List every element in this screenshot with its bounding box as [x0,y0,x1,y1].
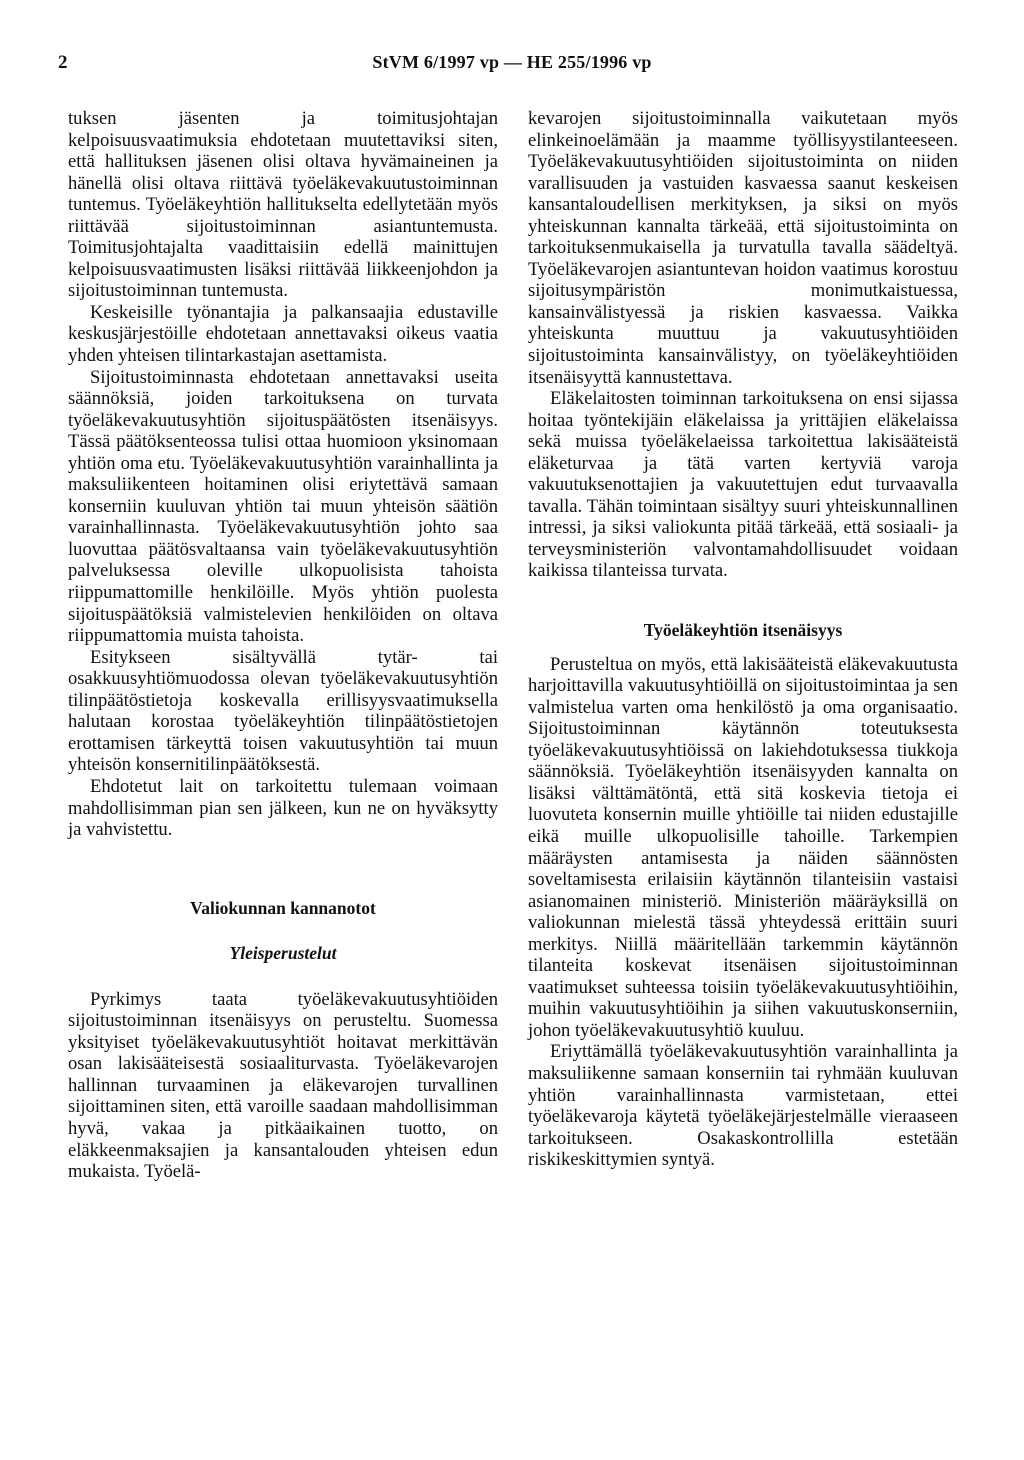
section-heading: Valiokunnan kannanotot [190,897,376,918]
section-heading: Työeläkeyhtiön itsenäisyys [643,620,843,641]
paragraph: Eriyttämällä työeläkevakuutusyhtiön varainhallinta ja maksuliikenne samaan konserniin tai ryhmään kuuluvan yhtiön varainhallinnasta varmistetaan, ettei työeläkevaroja käytetä työeläkejärjestelmälle vieraaseen tarkoitukseen. Osakaskontrollilla estetään riskikeskittymien syntyä. [528,1041,958,1171]
page-number: 2 [58,52,68,73]
left-column [68,108,498,1183]
paragraph: tuksen jäsenten ja toimitusjohtajan kelpoisuusvaatimuksia ehdotetaan muutettaviksi siten, että hallituksen jäsenen olisi oltava hyvämaineinen ja hänellä olisi oltava riittävä työeläkevakuutustoiminnan tuntemus. Työeläkeyhtiön hallitukselta edellytetään myös riittävää sijoitustoiminnan asiantuntemusta. Toimitusjohtajalta vaadittaisiin edellä mainittujen kelpoisuusvaatimusten lisäksi riittävää liikkeenjohdon ja sijoitustoiminnan tuntemusta. [68,108,498,302]
paragraph: Eläkelaitosten toiminnan tarkoituksena on ensi sijassa hoitaa työntekijäin eläkelaissa ja yrittäjien eläkelaissa sekä muissa työeläkelaeissa tarkoitettua lakisääteistä eläketurvaa ja tätä varten kertyviä varoja vakuutuksenottajien ja vakuutettujen edut turvaavalla tavalla. Tähän toimintaan sisältyy suuri yhteiskunnallinen intressi, ja siksi valiokunta pitää tärkeää, että sosiaali- ja terveysministeriön valvontamahdollisuudet voidaan kaikissa tilanteissa turvata. [528,388,958,582]
paragraph: Esitykseen sisältyvällä tytär- tai osakkuusyhtiömuodossa olevan työeläkevakuutusyhtiön tilinpäätöstietoja koskevalla erillisyysvaatimuksella halutaan korostaa työeläkeyhtiön tilinpäätöstietojen erottamisen tärkeyttä toisen vakuutusyhtiön tai muun yhteisön konsernitilinpäätöksestä. [68,646,498,776]
paragraph: Perusteltua on myös, että lakisääteistä eläkevakuutusta harjoittavilla vakuutusyhtiöillä on sijoitustoimintaa ja sen valmistelua varten oma henkilöstö ja oma organisaatio. Sijoitustoiminnan käytännön toteutuksesta työeläkevakuutusyhtiöissä on lakiehdotuksessa tiukkoja säännöksiä. Työeläkeyhtiön itsenäisyyden kannalta on lisäksi välttämätöntä, että sitä koskevia tietoja ei luovuteta konsernin muille yhtiöille tai niiden edustajille eikä muille ulkopuolisille tahoille. Tarkempien määräysten antamisesta ja näiden säännösten soveltamisesta erilaisiin käytännön tilanteisiin vastaisi asianomainen ministeriö. Ministeriön määräyksillä on valiokunnan mielestä tässä yhteydessä erittäin suuri merkitys. Niillä määritellään tarkemmin käytännön tilanteita koskevat itsenäisen sijoitustoiminnan vaatimukset suhteessa toisiin työeläkevakuutusyhtiöihin, muihin vakuutusyhtiöihin ja siihen vakuutuskonserniin, johon työeläkevakuutusyhtiö kuuluu. [528,653,958,1041]
paragraph: kevarojen sijoitustoiminnalla vaikutetaan myös elinkeinoelämään ja maamme työllisyystilanteeseen. Työeläkevakuutusyhtiöiden sijoitustoiminta on niiden varallisuuden ja vastuiden kasvaessa saanut keskeisen kansantaloudellisen merkityksen, ja siksi on myös yhteiskunnan kannalta tärkeää, että sijoitustoiminta on tarkoituksenmukaisella ja turvatulla tavalla säädeltyä. Työeläkevarojen asiantuntevan hoidon vaatimus korostuu sijoitusympäristön monimutkaistuessa, kansainvälistyessä ja riskien kasvaessa. Vaikka yhteiskunta muuttuu ja vakuutusyhtiöiden sijoitustoiminta kansainvälistyy, on työeläkeyhtiöiden itsenäisyyttä kannustettava. [528,108,958,388]
paragraph: Pyrkimys taata työeläkevakuutusyhtiöiden sijoitustoiminnan itsenäisyys on perusteltu. Suomessa yksityiset työeläkevakuutusyhtiöt hoitavat merkittävän osan lakisääteisestä sosiaaliturvasta. Työeläkevarojen hallinnan turvaaminen ja eläkevarojen turvallinen sijoittaminen siten, että varoille saadaan mahdollisimman hyvä, vakaa ja pitkäaikainen tuotto, on eläkkeenmaksajien ja kansantalouden yhteisen edun mukaista. Työelä- [68,988,498,1183]
paragraph: Keskeisille työnantajia ja palkansaajia edustaville keskusjärjestöille ehdotetaan annettavaksi oikeus vaatia yhden yhteisen tilintarkastajan asettamista. [68,301,498,367]
section-subheading: Yleisperustelut [229,943,337,964]
right-column [528,108,958,1171]
paragraph: Sijoitustoiminnasta ehdotetaan annettavaksi useita säännöksiä, joiden tarkoituksena on turvata työeläkevakuutusyhtiön sijoituspäätösten itsenäisyys. Tässä päätöksenteossa tulisi ottaa huomioon yksinomaan yhtiön oma etu. Työeläkevakuutusyhtiön varainhallinta ja maksuliikenteen hoitaminen olisi eriytettävä samaan konserniin kuuluvan yhtiön tai muun yhteisön säätiön varainhallinnasta. Työeläkevakuutusyhtiön johto saa luovuttaa päätösvaltaansa vain työeläkevakuutusyhtiön palveluksessa oleville ulkopuolisista tahoista riippumattomille henkilöille. Myös yhtiön puolesta sijoituspäätöksiä valmistelevien henkilöiden on oltava riippumattomia muista tahoista. [68,366,498,647]
paragraph: Ehdotetut lait on tarkoitettu tulemaan voimaan mahdollisimman pian sen jälkeen, kun ne on hyväksytty ja vahvistettu. [68,775,498,841]
running-header: StVM 6/1997 vp — HE 255/1996 vp [372,52,652,72]
